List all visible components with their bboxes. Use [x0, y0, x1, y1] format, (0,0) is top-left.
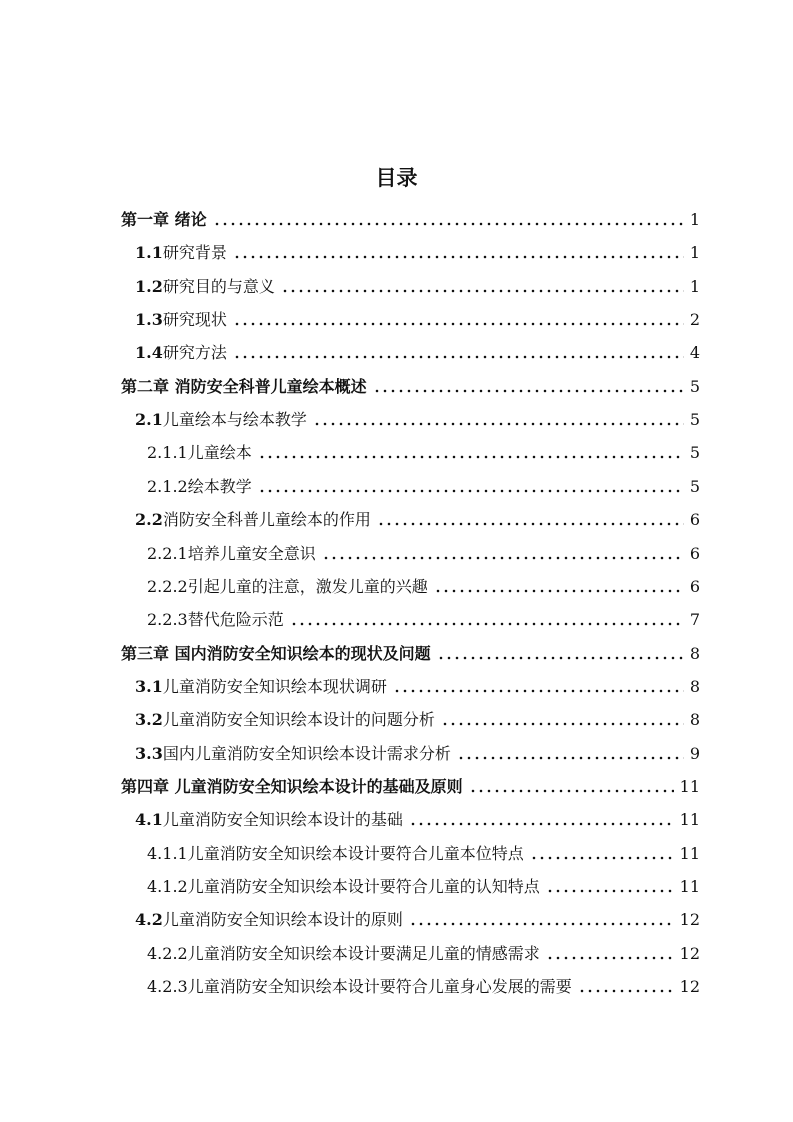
toc-entry-section[interactable]	[135, 506, 700, 530]
toc-entry-label: 国内消防安全知识绘本的现状及问题	[174, 644, 431, 663]
toc-entry-label: 儿童绘本	[187, 443, 252, 462]
toc-entry-subsection[interactable]	[147, 606, 700, 630]
dot-leader	[578, 989, 674, 993]
toc-entry-page-number: 1	[689, 243, 700, 262]
toc-entry-label: 儿童消防安全知识绘本设计的基础及原则	[174, 777, 463, 796]
toc-entry-page-number: 5	[689, 377, 700, 396]
toc-entry-label: 儿童消防安全知识绘本设计的问题分析	[162, 710, 435, 729]
toc-entry-number: 第一章	[121, 210, 175, 229]
toc-entry-page-number: 12	[679, 977, 700, 996]
toc-entry-section[interactable]	[135, 406, 700, 430]
toc-entry-page-number: 6	[689, 544, 700, 563]
toc-entry-page-number: 11	[679, 777, 700, 796]
dot-leader	[313, 422, 684, 426]
toc-entry-subsection[interactable]	[147, 473, 700, 497]
toc-entry-page-number: 1	[689, 277, 700, 296]
toc-entry-label: 儿童消防安全知识绘本设计的原则	[162, 910, 403, 929]
toc-entry-subsection[interactable]	[147, 840, 700, 864]
dot-leader	[322, 556, 684, 560]
toc-entry-chapter[interactable]	[121, 773, 700, 797]
toc-entry-section[interactable]	[135, 306, 700, 330]
toc-entry-number: 4.2.3	[147, 977, 188, 996]
toc-entry-label: 研究现状	[162, 310, 227, 329]
toc-entry-label: 儿童消防安全知识绘本设计要符合儿童的认知特点	[187, 877, 540, 896]
dot-leader	[434, 589, 684, 593]
toc-entry-subsection[interactable]	[147, 439, 700, 463]
toc-entry-number: 2.2.2	[147, 577, 188, 596]
toc-entry-number: 1.2	[135, 277, 163, 296]
dot-leader	[233, 255, 684, 259]
toc-entry-section[interactable]	[135, 673, 700, 697]
dot-leader	[546, 889, 674, 893]
dot-leader	[373, 389, 684, 393]
toc-entry-page-number: 5	[689, 410, 700, 429]
toc-entry-page-number: 6	[689, 577, 700, 596]
toc-entry-page-number: 6	[689, 510, 700, 529]
toc-entry-page-number: 8	[689, 677, 700, 696]
dot-leader	[258, 455, 684, 459]
dot-leader	[281, 289, 684, 293]
toc-entry-page-number: 11	[679, 877, 700, 896]
toc-entry-number: 4.1.2	[147, 877, 188, 896]
dot-leader	[393, 689, 684, 693]
toc-entry-section[interactable]	[135, 906, 700, 930]
toc-entry-label: 儿童绘本与绘本教学	[162, 410, 307, 429]
dot-leader	[377, 522, 684, 526]
toc-entry-subsection[interactable]	[147, 940, 700, 964]
toc-entry-label: 消防安全科普儿童绘本概述	[174, 377, 367, 396]
toc-entry-label: 儿童消防安全知识绘本设计要满足儿童的情感需求	[187, 944, 540, 963]
toc-entry-subsection[interactable]	[147, 973, 700, 997]
toc-entry-number: 1.4	[135, 343, 163, 362]
toc-entry-number: 4.1	[135, 810, 163, 829]
toc-entry-section[interactable]	[135, 273, 700, 297]
toc-entry-subsection[interactable]	[147, 873, 700, 897]
toc-entry-subsection[interactable]	[147, 573, 700, 597]
dot-leader	[457, 756, 684, 760]
toc-entry-page-number: 12	[679, 944, 700, 963]
toc-entry-number: 2.1.2	[147, 477, 188, 496]
toc-entry-section[interactable]	[135, 740, 700, 764]
toc-entry-number: 4.2	[135, 910, 163, 929]
toc-entry-number: 4.1.1	[147, 844, 188, 863]
toc-entry-label: 消防安全科普儿童绘本的作用	[162, 510, 371, 529]
toc-entry-label: 儿童消防安全知识绘本设计的基础	[162, 810, 403, 829]
toc-entry-number: 第二章	[121, 377, 175, 396]
toc-entry-section[interactable]	[135, 239, 700, 263]
toc-entry-page-number: 1	[689, 210, 700, 229]
toc-entry-label: 儿童消防安全知识绘本设计要符合儿童本位特点	[187, 844, 524, 863]
dot-leader	[530, 856, 674, 860]
toc-entry-label: 培养儿童安全意识	[187, 544, 316, 563]
toc-entry-chapter[interactable]	[121, 640, 700, 664]
toc-entry-label: 研究目的与意义	[162, 277, 275, 296]
toc-entry-number: 第三章	[121, 644, 175, 663]
toc-entry-section[interactable]	[135, 706, 700, 730]
toc-entry-label: 儿童消防安全知识绘本现状调研	[162, 677, 387, 696]
toc-entry-section[interactable]	[135, 806, 700, 830]
dot-leader	[469, 789, 674, 793]
toc-entry-page-number: 4	[689, 343, 700, 362]
toc-entry-number: 4.2.2	[147, 944, 188, 963]
toc-entry-page-number: 7	[689, 610, 700, 629]
toc-entry-number: 2.2	[135, 510, 163, 529]
toc-entry-chapter[interactable]	[121, 373, 700, 397]
toc-entry-section[interactable]	[135, 339, 700, 363]
dot-leader	[233, 355, 684, 359]
toc-entry-number: 2.2.3	[147, 610, 188, 629]
toc-entry-chapter[interactable]	[121, 206, 700, 230]
toc-entry-number: 2.1	[135, 410, 163, 429]
toc-entry-page-number: 5	[689, 477, 700, 496]
toc-entry-label: 引起儿童的注意，激发儿童的兴趣	[187, 577, 428, 596]
toc-entry-number: 3.1	[135, 677, 163, 696]
toc-entry-label: 研究方法	[162, 343, 227, 362]
toc-entry-page-number: 8	[689, 644, 700, 663]
toc-entry-label: 绘本教学	[187, 477, 252, 496]
toc-entry-number: 第四章	[121, 777, 175, 796]
toc-entry-page-number: 2	[689, 310, 700, 329]
toc-entry-number: 2.2.1	[147, 544, 188, 563]
toc-entry-label: 儿童消防安全知识绘本设计要符合儿童身心发展的需要	[187, 977, 572, 996]
toc-entry-label: 替代危险示范	[187, 610, 284, 629]
dot-leader	[290, 622, 684, 626]
dot-leader	[258, 489, 684, 493]
toc-entry-number: 1.3	[135, 310, 163, 329]
toc-entry-page-number: 11	[679, 844, 700, 863]
dot-leader	[409, 822, 674, 826]
toc-entry-page-number: 9	[689, 744, 700, 763]
toc-entry-number: 2.1.1	[147, 443, 188, 462]
toc-entry-label: 研究背景	[162, 243, 227, 262]
toc-entry-number: 3.2	[135, 710, 163, 729]
toc-entry-label: 国内儿童消防安全知识绘本设计需求分析	[162, 744, 451, 763]
dot-leader	[409, 922, 674, 926]
toc-entry-subsection[interactable]	[147, 540, 700, 564]
dot-leader	[213, 222, 684, 226]
toc-entry-page-number: 5	[689, 443, 700, 462]
dot-leader	[233, 322, 684, 326]
dot-leader	[441, 722, 684, 726]
toc-entry-number: 3.3	[135, 744, 163, 763]
toc-entry-label: 绪论	[174, 210, 207, 229]
toc-entry-page-number: 12	[679, 910, 700, 929]
toc-entry-page-number: 8	[689, 710, 700, 729]
toc-entry-page-number: 11	[679, 810, 700, 829]
dot-leader	[437, 656, 684, 660]
toc-title: 目录	[375, 166, 418, 190]
dot-leader	[546, 956, 674, 960]
toc-entry-number: 1.1	[135, 243, 163, 262]
